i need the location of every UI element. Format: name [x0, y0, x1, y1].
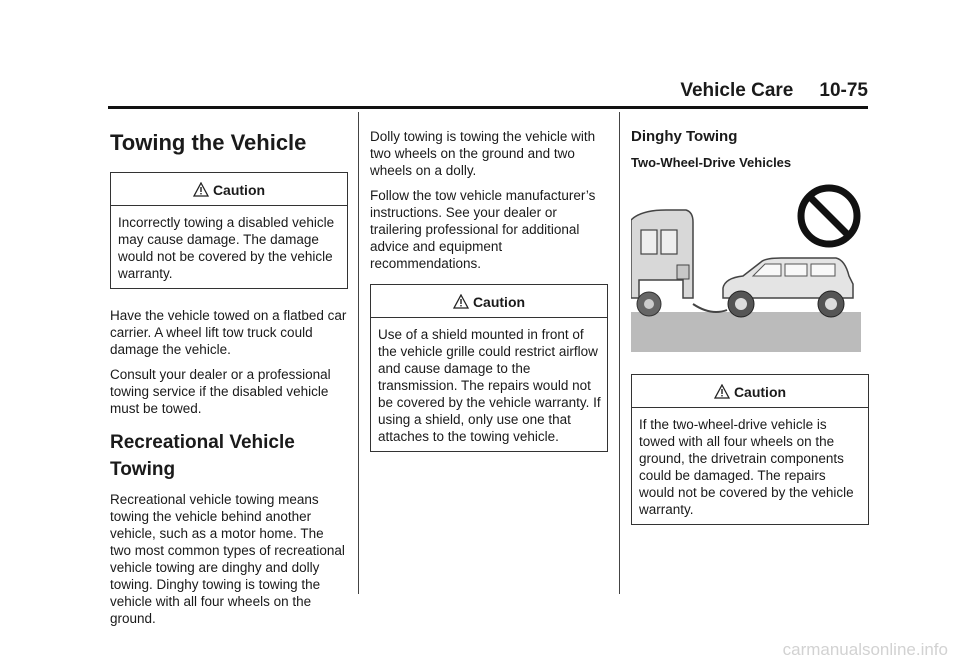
caution-text: Incorrectly towing a disabled vehicle may cause damage. The damage would not be covered by the vehicle warranty. [118, 215, 335, 281]
header-text [680, 80, 868, 102]
towing-illustration-svg [631, 180, 861, 352]
caution-header [632, 375, 868, 408]
column-3 [631, 112, 869, 543]
caution-text: Use of a shield mounted in front of the vehicle grille could restrict airflow and cause damage to the transmission. The repairs would not be covered by the vehicle warranty. If using a shield, only use one that attaches to the towing vehicle. [378, 327, 601, 444]
sub-subheading: Two-Wheel-Drive Vehicles [631, 155, 792, 170]
caution-triangle-icon [714, 384, 730, 399]
caution-box-3 [631, 374, 869, 525]
paragraph: Consult your dealer or a professional towing service if the disabled vehicle must be towed. [110, 367, 331, 416]
caution-label: Caution [212, 182, 266, 198]
page-header [108, 80, 868, 109]
paragraph: Follow the tow vehicle manufacturer’s instructions. See your dealer or trailering professional for additional advice and equipment recommendations. [370, 188, 596, 271]
caution-box-2 [370, 284, 608, 452]
paragraph: Recreational vehicle towing means towing the vehicle behind another vehicle, such as a motor home. The two most common types of recreational vehicle towing are dinghy and dolly towing. Dinghy towing is towing the vehicle with all four wheels on the ground. [110, 492, 345, 626]
caution-label: Caution [472, 294, 526, 310]
page-title: Towing the Vehicle [110, 130, 307, 155]
page-number: 10-75 [819, 80, 868, 101]
section-heading: Recreational Vehicle Towing [110, 432, 295, 480]
caution-text: If the two-wheel-drive vehicle is towed with all four wheels on the ground, the drivetrain components could be damaged. The repairs would not be covered by the vehicle warranty. [639, 417, 854, 517]
subsection-heading: Dinghy Towing [631, 128, 738, 145]
section-title: Vehicle Care [680, 80, 794, 101]
caution-triangle-icon [193, 182, 209, 197]
paragraph: Have the vehicle towed on a flatbed car carrier. A wheel lift tow truck could damage the vehicle. [110, 308, 347, 357]
column-1 [110, 112, 348, 635]
column-divider-1 [358, 112, 359, 594]
watermark: carmanualsonline.info [782, 640, 948, 659]
caution-box-1 [110, 172, 348, 289]
paragraph: Dolly towing is towing the vehicle with two wheels on the ground and two wheels on a dolly. [370, 129, 596, 178]
towing-illustration [631, 180, 861, 352]
caution-header [111, 173, 347, 206]
column-2 [370, 112, 608, 470]
column-divider-2 [619, 112, 620, 594]
caution-header [371, 285, 607, 318]
caution-label: Caution [733, 384, 787, 400]
caution-triangle-icon [453, 294, 469, 309]
